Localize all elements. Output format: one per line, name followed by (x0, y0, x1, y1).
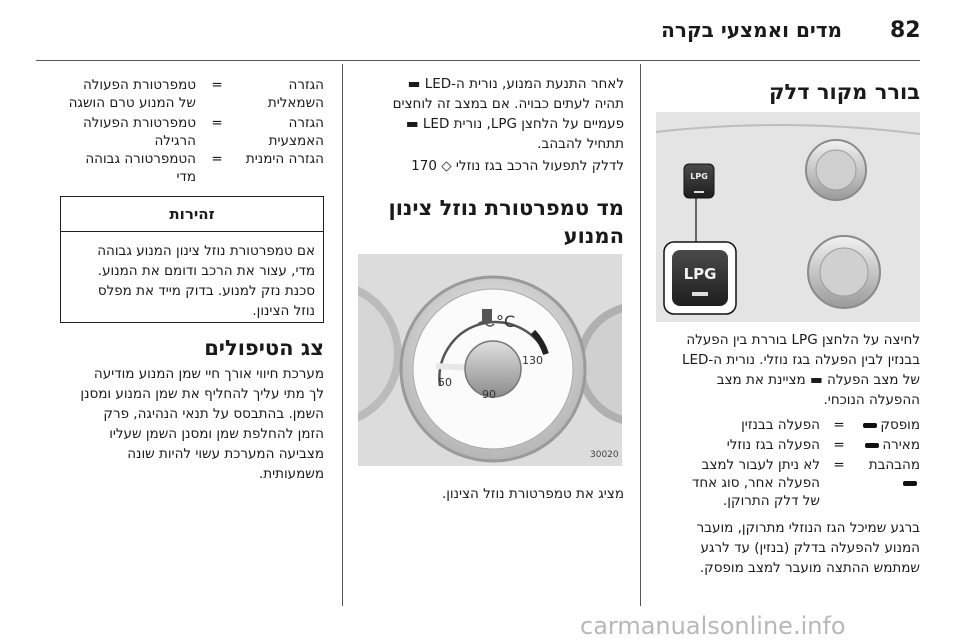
text-line: נוזל הצינון. (252, 303, 315, 319)
text-line: תתחיל להבהב. (537, 136, 624, 152)
range-row (40, 150, 324, 186)
service-display-paragraph (40, 364, 324, 484)
heading-line: מד טמפרטורת נוזל צינון (388, 196, 624, 220)
range-term (234, 150, 324, 168)
mode-term: מאירה (882, 437, 920, 453)
warning-rule (61, 231, 323, 232)
led-dash-icon (863, 423, 877, 428)
text-line: תהיה לעתים כבויה. אם במצב זה לוחצים (392, 96, 624, 112)
led-dash-icon (903, 481, 917, 486)
gauge-tick-label: 90 (482, 388, 496, 401)
led-dash-icon (865, 443, 879, 448)
gauge-tick-label: 50 (438, 376, 452, 389)
text-line: הזמן להחלפת שמן ומסנן השמן שעליו (109, 426, 324, 442)
text-line: של דלק התרוקן. (723, 493, 820, 509)
mode-term: מהבהבת (868, 457, 920, 473)
lpg-button-label-large: LPG (683, 265, 717, 283)
text-line: הגזרה (288, 115, 324, 131)
coolant-gauge-image (358, 254, 622, 466)
led-paragraph (354, 74, 624, 154)
text-line: הפעלה אחר, סוג אחד (691, 475, 820, 491)
column-divider-left (342, 64, 343, 606)
mode-desc: הפעלה בגז נוזלי (726, 437, 820, 453)
warning-title: זהירות (169, 205, 215, 223)
gauge-caption: מציג את טמפרטורת נוזל הצינון. (441, 486, 624, 502)
text-line: מצביעה המערכת עשוי להיות שונה (127, 446, 324, 462)
lpg-reference: לדלק לתפעול הרכב בגז נוזלי ◇ 170 (411, 158, 624, 174)
text-line: מדי, עצור את הרכב ודומם את המנוע. (97, 263, 315, 279)
gauge-tick-label: 130 (522, 354, 543, 367)
equals-sign: = (833, 417, 845, 433)
equals-sign: = (833, 437, 845, 453)
range-row (40, 76, 324, 112)
mode-term: מופסק (880, 417, 920, 433)
text-line: לחיצה על הלחצן LPG בוררת בין הפעלה (686, 332, 920, 348)
section-title-service-display: צג הטיפולים (204, 336, 324, 360)
column-divider-right (640, 64, 641, 606)
warning-box (60, 196, 324, 323)
section-title-fuel-selector: בורר מקור דלק (769, 80, 920, 104)
fuel-selector-paragraph (652, 330, 920, 410)
text-line: משמעותית. (258, 466, 324, 482)
text-line: הטמפרטורה גבוהה (85, 151, 196, 167)
range-row (40, 114, 324, 150)
range-desc (40, 76, 196, 112)
range-desc (40, 150, 196, 186)
text-line: הגזרה הימנית (245, 151, 324, 167)
mode-desc: הפעלה בבנזין (741, 417, 820, 433)
text-line: טמפרטורת הפעולה (82, 77, 196, 93)
text-line: טמפרטורת הפעולה (82, 115, 196, 131)
mode-desc (652, 456, 820, 510)
mode-row (652, 436, 920, 454)
image-code: 30020 (590, 450, 619, 460)
empty-tank-paragraph (652, 518, 920, 578)
text-line: ברגע שמיכל הגז הנוזלי מתרוקן, מועבר (696, 520, 920, 536)
chapter-title: מדים ואמצעי בקרה (661, 18, 842, 42)
text-line: מדי (176, 169, 196, 185)
text-line: השמן. בהתבסס על תנאי הנהיגה, פרק (103, 406, 324, 422)
page-number: 82 (890, 18, 921, 43)
text-line: של מצב הפעלה ▬ מציינת את מצב (716, 372, 920, 388)
heading-line: המנוע (563, 224, 624, 248)
equals-sign: = (211, 151, 223, 167)
text-line: הרגילה (154, 133, 196, 149)
text-line: המנוע להפעלה בדלק (בנזין) עד לרגע (700, 540, 920, 556)
text-line: שמתמש ההתצה מועבר למצב מופסק. (699, 560, 920, 576)
gauge-unit: °C (496, 312, 516, 331)
text-line: האמצעית (268, 133, 324, 149)
page-header (0, 0, 960, 64)
warning-text (71, 241, 315, 321)
section-title-coolant-gauge (354, 194, 624, 250)
text-line: השמאלית (267, 95, 324, 111)
equals-sign: = (833, 457, 845, 473)
mode-row (652, 416, 920, 434)
text-line: מערכת חיווי אורך חיי שמן המנוע מודיעה (93, 366, 324, 382)
range-term (244, 114, 324, 150)
equals-sign: = (211, 77, 223, 93)
lpg-button-label-small: LPG (690, 172, 708, 181)
text-line: אם טמפרטורת נוזל צינון המנוע גבוהה (97, 243, 315, 259)
text-line: לאחר התנעת המנוע, נורית ה-LED ▬ (407, 76, 624, 92)
text-line: לא ניתן לעבור למצב (701, 457, 820, 473)
watermark: carmanualsonline.info (580, 612, 846, 640)
lpg-button-image (656, 112, 920, 322)
range-desc (40, 114, 196, 150)
equals-sign: = (211, 115, 223, 131)
text-line: בבנזין לבין הפעלה בגז נוזלי. נורית ה-LED (681, 352, 920, 368)
text-line: הגזרה (288, 77, 324, 93)
text-line: פעמיים על הלחצן LPG, נורית LED ▬ (405, 116, 624, 132)
text-line: לך מתי עליך להחליף את שמן המנוע ומסנן (80, 386, 324, 402)
range-term (244, 76, 324, 112)
header-rule (36, 60, 920, 61)
text-line: סכנת נזק למנוע. בדוק מייד את מפלס (97, 283, 315, 299)
mode-row (652, 456, 920, 512)
text-line: של המנוע טרם הושגה (68, 95, 196, 111)
text-line: ההפעלה הנוכחי. (823, 392, 920, 408)
